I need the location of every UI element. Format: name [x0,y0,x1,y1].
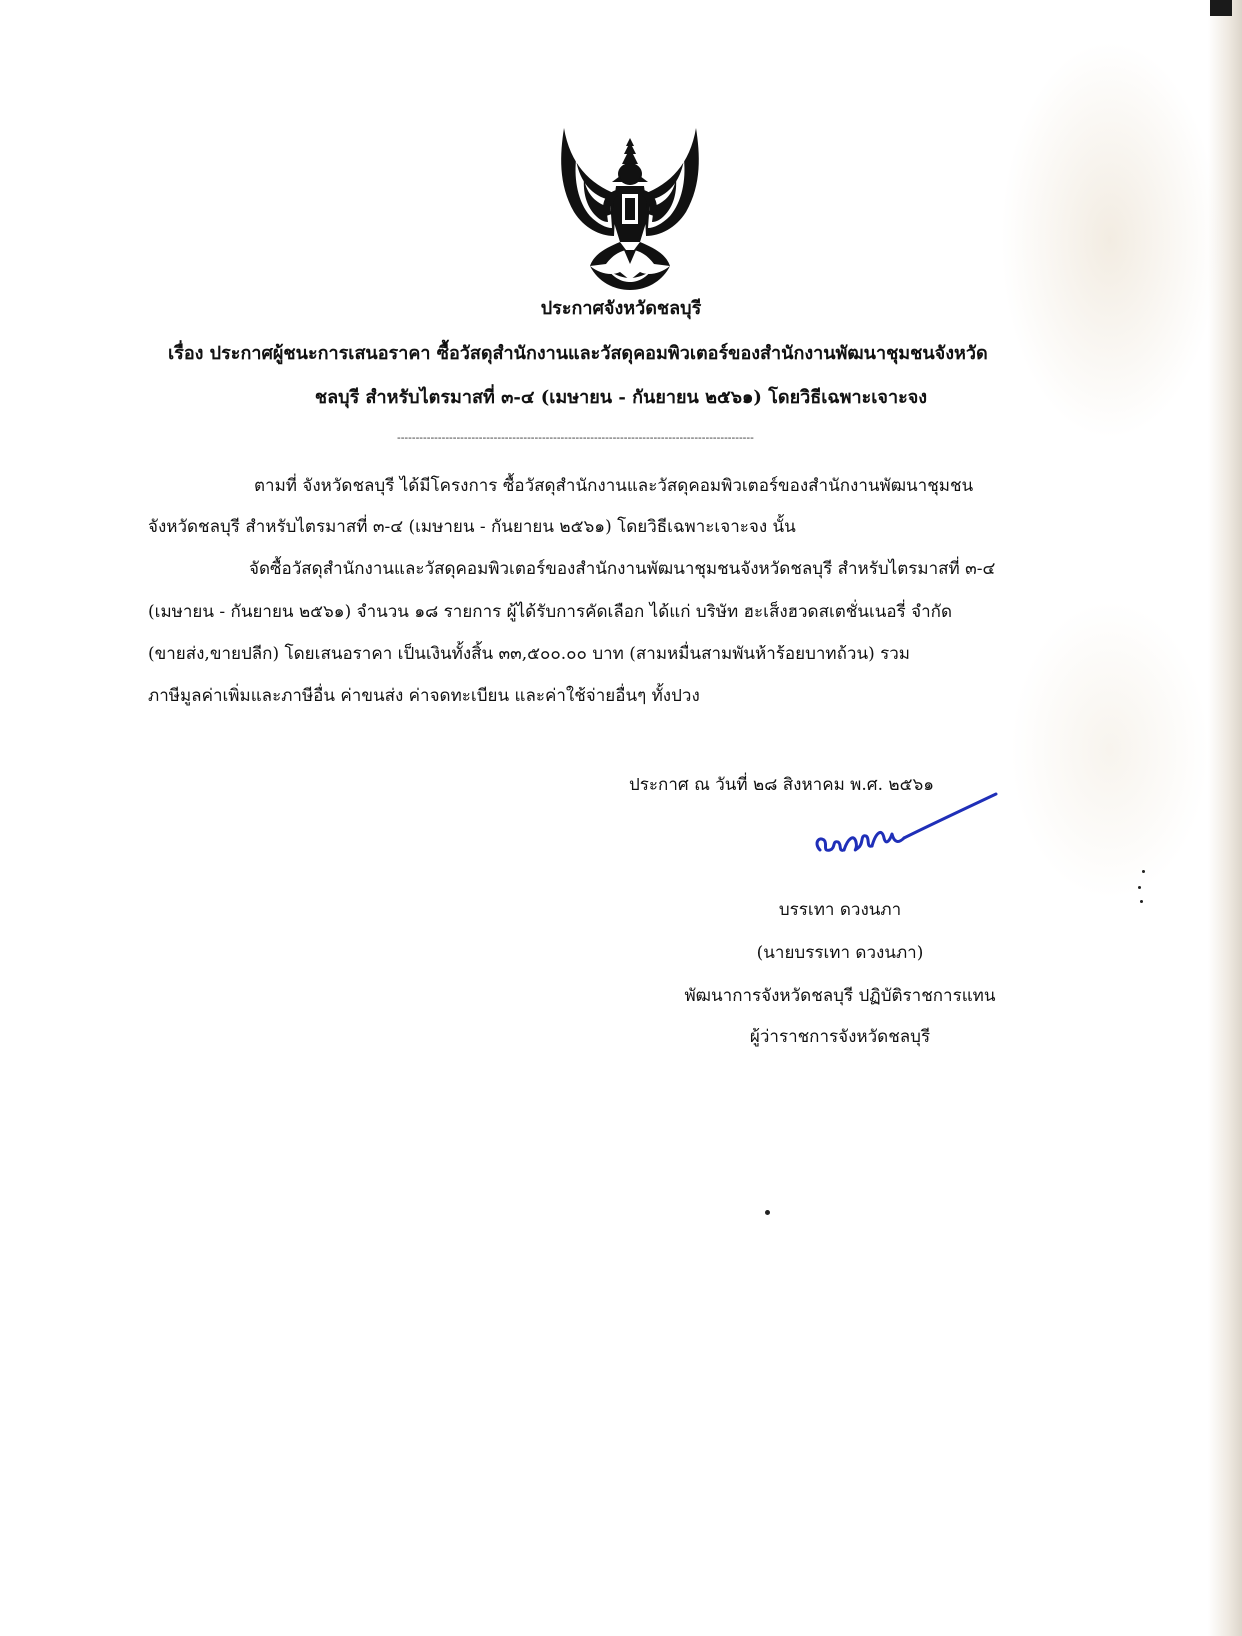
subject-line-2: ชลบุรี สำหรับไตรมาสที่ ๓-๔ (เมษายน - กันยายน ๒๕๖๑) โดยวิธีเฉพาะเจาะจง [314,387,928,408]
signatory-name: บรรเทา ดวงนภา [778,900,902,920]
ink-speck [765,1210,770,1215]
signatory-position-2: ผู้ว่าราชการจังหวัดชลบุรี [749,1027,931,1047]
divider-line: ------------------------------------------------------------------------------------------------ [397,431,754,444]
announcement-date: ประกาศ ณ วันที่ ๒๘ สิงหาคม พ.ศ. ๒๕๖๑ [629,775,935,795]
page-edge-shadow [1208,0,1242,1636]
subject-line-1: เรื่อง ประกาศผู้ชนะการเสนอราคา ซื้อวัสดุสำนักงานและวัสดุคอมพิวเตอร์ของสำนักงานพัฒนาชุมชนจังหวัด [168,343,988,364]
document-title: ประกาศจังหวัดชลบุรี [540,298,702,319]
signatory-position-1: พัฒนาการจังหวัดชลบุรี ปฏิบัติราชการแทน [684,986,996,1006]
paragraph-2-line-3: (ขายส่ง,ขายปลีก) โดยเสนอราคา เป็นเงินทั้งสิ้น ๓๓,๕๐๐.๐๐ บาท (สามหมื่นสามพันห้าร้อยบาทถ้วน) รวม [148,644,911,664]
paragraph-2-line-2: (เมษายน - กันยายน ๒๕๖๑) จำนวน ๑๘ รายการ ผู้ได้รับการคัดเลือก ได้แก่ บริษัท ฮะเส็งฮวดสเตชั่นเนอรี่ จำกัด [148,602,952,622]
ink-speck [1142,870,1145,873]
scan-corner-mark [1210,0,1232,16]
paragraph-1-line-2: จังหวัดชลบุรี สำหรับไตรมาสที่ ๓-๔ (เมษายน - กันยายน ๒๕๖๑) โดยวิธีเฉพาะเจาะจง นั้น [148,517,796,537]
ink-speck [1138,886,1141,889]
paragraph-1-line-1: ตามที่ จังหวัดชลบุรี ได้มีโครงการ ซื้อวัสดุสำนักงานและวัสดุคอมพิวเตอร์ของสำนักงานพัฒนาชุมชน [254,476,974,496]
handwritten-signature [808,788,1008,868]
paragraph-2-line-1: จัดซื้อวัสดุสำนักงานและวัสดุคอมพิวเตอร์ของสำนักงานพัฒนาชุมชนจังหวัดชลบุรี สำหรับไตรมาสที่ ๓-๔ [249,559,996,579]
paper-stain [1000,40,1220,440]
ink-speck [1140,900,1143,903]
signatory-full-name: (นายบรรเทา ดวงนภา) [756,943,924,963]
paper-stain [1010,600,1210,900]
garuda-emblem-icon [550,124,710,294]
paragraph-2-line-4: ภาษีมูลค่าเพิ่มและภาษีอื่น ค่าขนส่ง ค่าจดทะเบียน และค่าใช้จ่ายอื่นๆ ทั้งปวง [148,686,700,706]
signatory-block [640,900,1040,1047]
